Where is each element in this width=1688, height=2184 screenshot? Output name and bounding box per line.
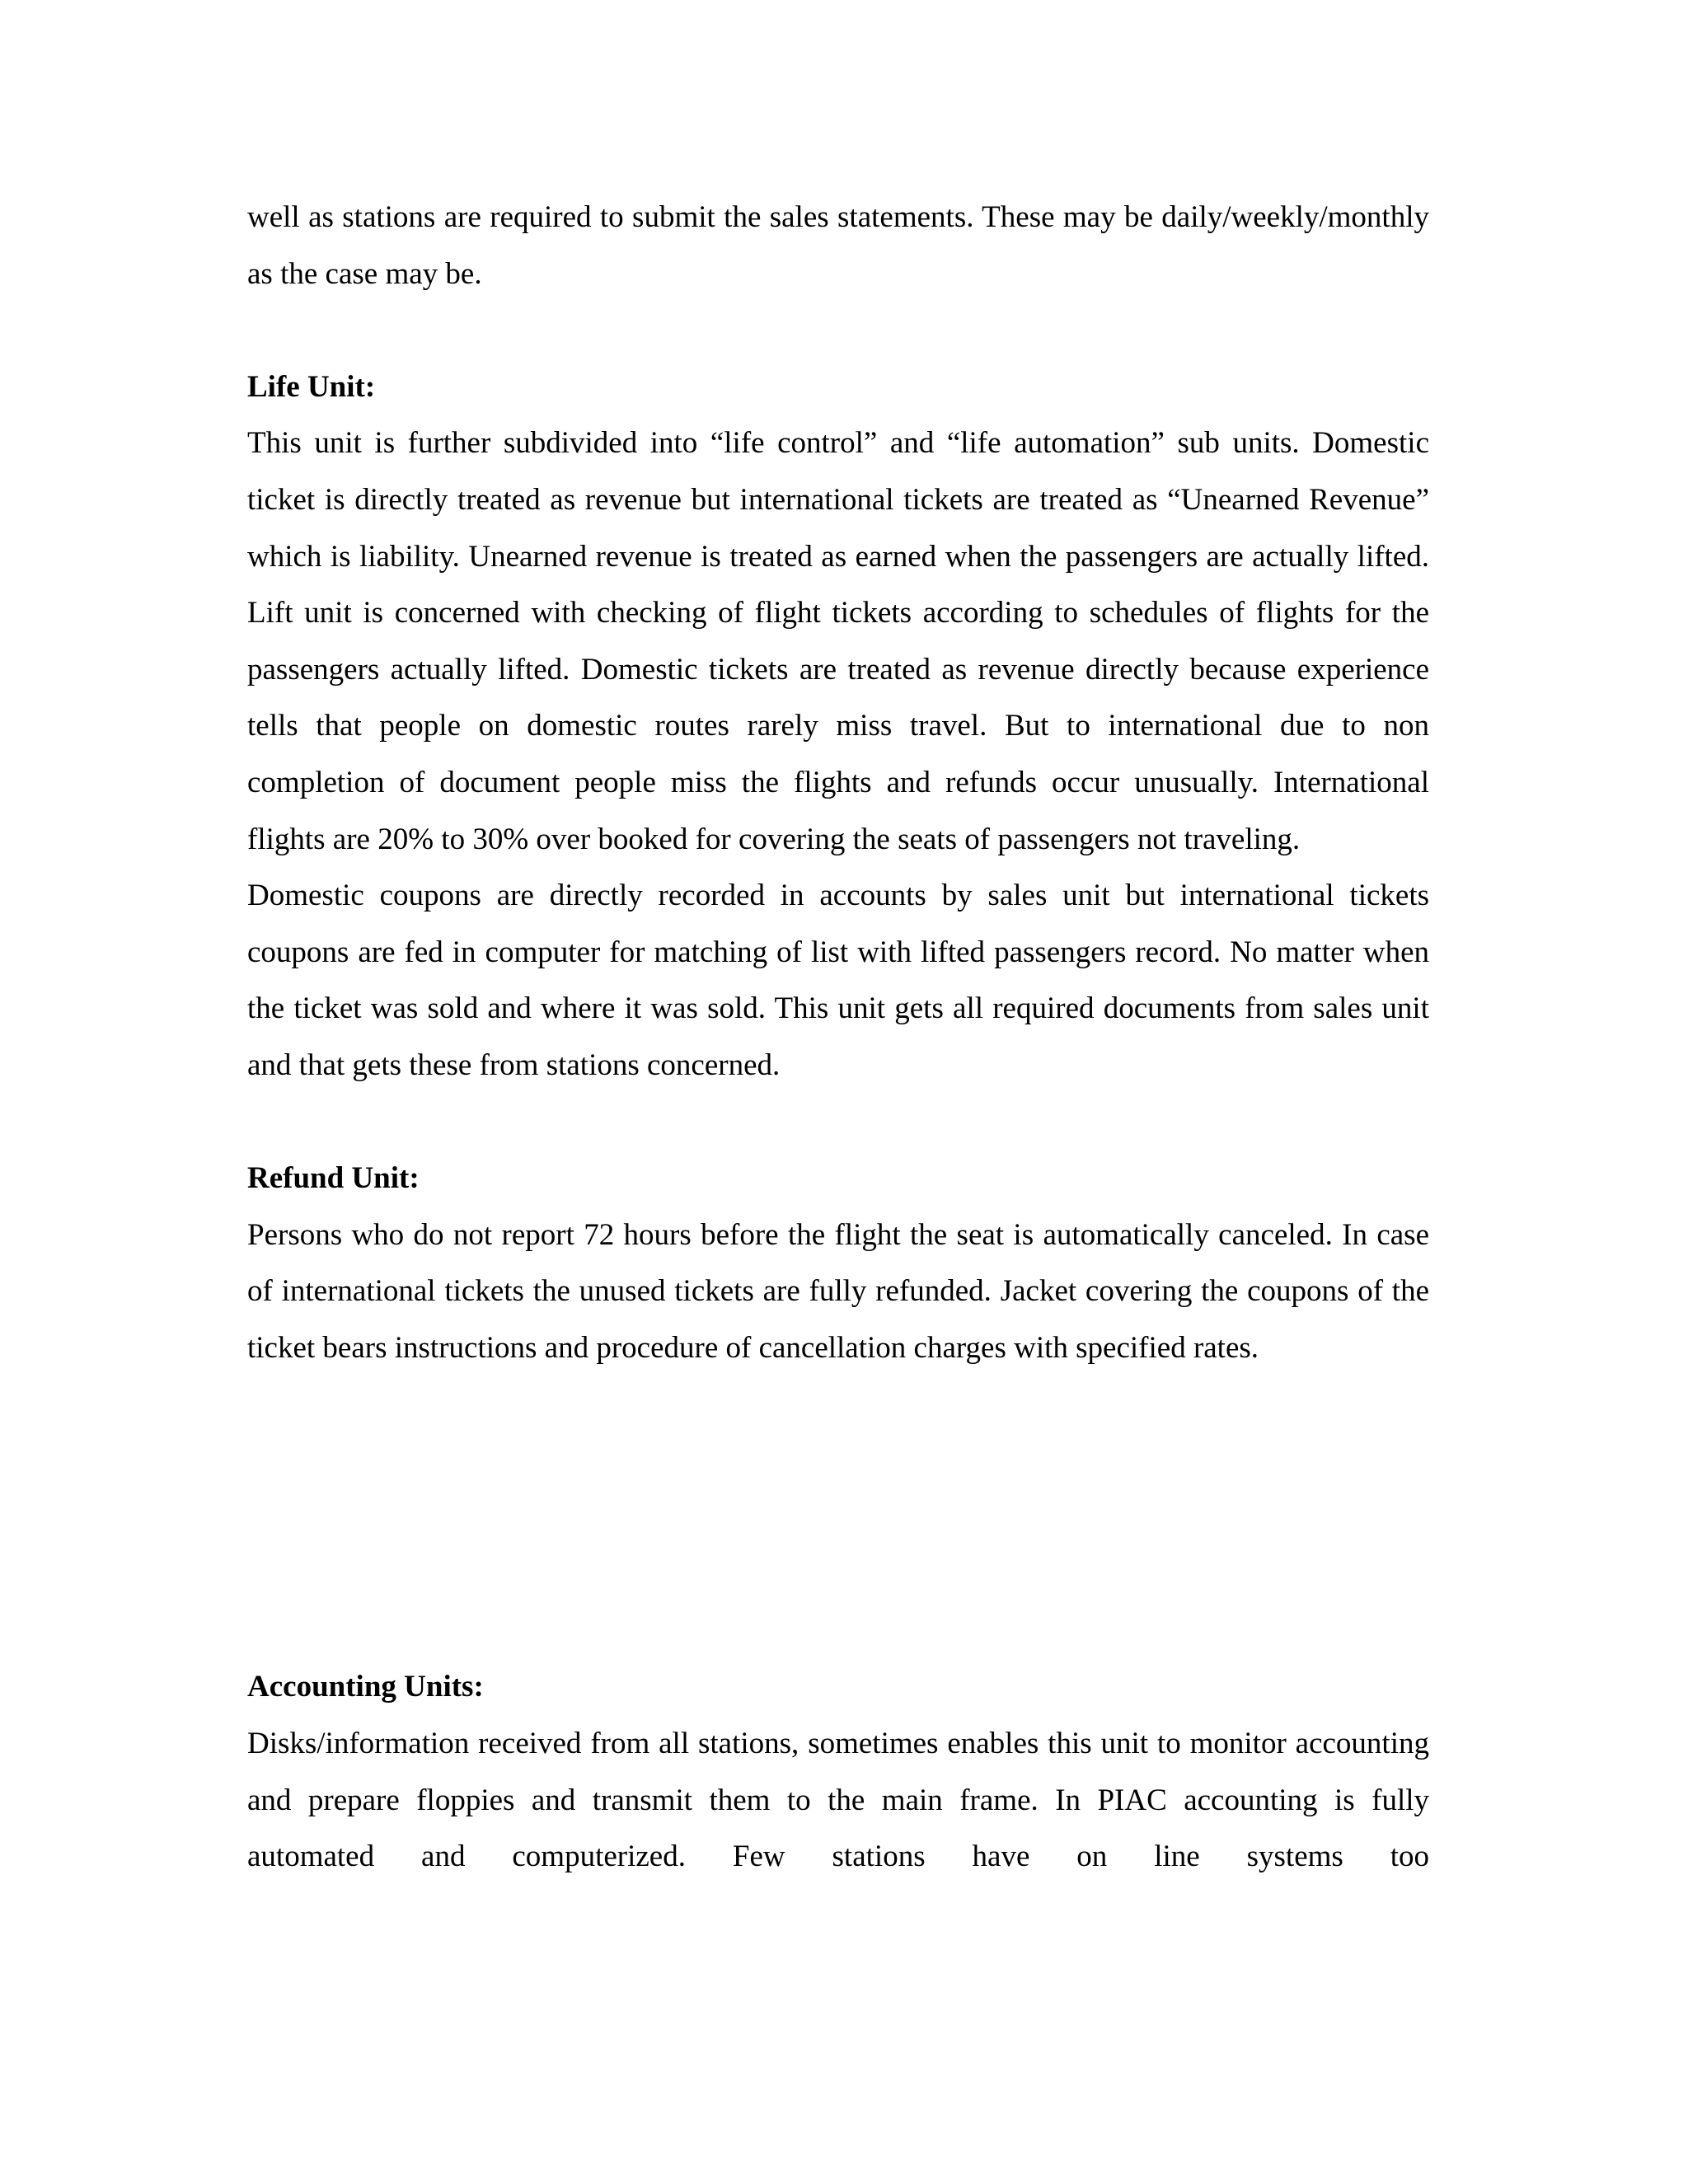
intro-paragraph: well as stations are required to submit the sales statements. These may be daily/weekly/monthly as the case may be. <box>247 200 1429 291</box>
refund-unit-heading: Refund Unit: <box>247 1161 420 1196</box>
life-unit-heading: Life Unit: <box>247 369 376 404</box>
life-unit-paragraph-1: This unit is further subdivided into “life control” and “life automation” sub units. Domestic ticket is directly treated as revenue but international tickets are treated as “Unearned Revenue” which is liability. Unearned revenue is treated as earned when the passengers are actually lifted. Lift unit is concerned with checking of flight tickets according to schedules of flights for the passengers actually lifted. Domestic tickets are treated as revenue directly because experience tells that people on domestic routes rarely miss travel. But to international due to non completion of document people miss the flights and refunds occur unusually. International flights are 20% to 30% over booked for covering the seats of passengers not traveling. <box>247 426 1429 856</box>
accounting-units-paragraph: Disks/information received from all stations, sometimes enables this unit to monitor accounting and prepare floppies and transmit them to the main frame. In PIAC accounting is fully automated and computerized. Few stations have on line systems too <box>247 1727 1429 1874</box>
section-spacer <box>247 302 1429 359</box>
life-unit-paragraph-2: Domestic coupons are directly recorded in accounts by sales unit but international tickets coupons are fed in computer for matching of list with lifted passengers record. No matter when the ticket was sold and where it was sold. This unit gets all required documents from sales unit and that gets these from stations concerned. <box>247 879 1429 1082</box>
page-content <box>247 190 1429 1886</box>
section-spacer-large <box>247 1376 1429 1659</box>
accounting-units-heading: Accounting Units: <box>247 1670 484 1704</box>
section-spacer <box>247 1094 1429 1151</box>
refund-unit-paragraph: Persons who do not report 72 hours before the flight the seat is automatically canceled. In case of international tickets the unused tickets are fully refunded. Jacket covering the coupons of the ticket bears instructions and procedure of cancellation charges with specified rates. <box>247 1217 1429 1365</box>
